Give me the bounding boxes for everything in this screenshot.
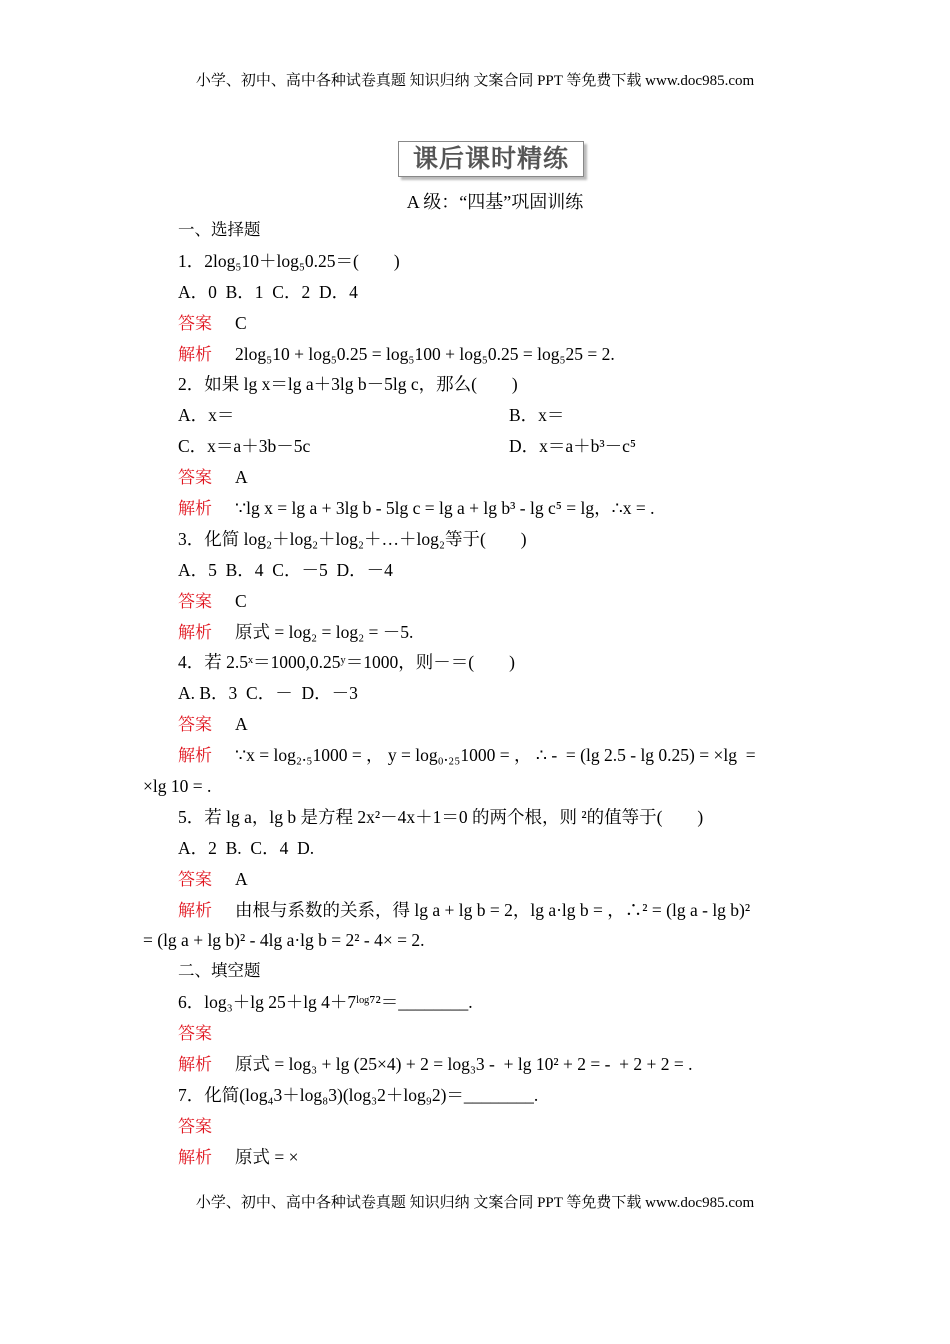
question-4: 4．若 2.5ˣ＝1000,0.25ʸ＝1000，则－＝( ) xyxy=(178,652,515,673)
question-3: 3．化简 log₂＋log₂＋log₂＋…＋log₂等于( ) xyxy=(178,528,527,549)
answer-value: A xyxy=(235,868,248,889)
document-body xyxy=(0,215,950,1173)
analysis-7 xyxy=(0,1142,950,1173)
analysis-label: 解析 xyxy=(178,622,212,643)
option-a: A．x＝ xyxy=(178,405,235,426)
answer-6 xyxy=(0,1018,950,1049)
analysis-4-continued: ×lg 10 = . xyxy=(143,776,212,797)
answer-label: 答案 xyxy=(178,1116,212,1137)
question-2: 2．如果 lg x＝lg a＋3lg b－5lg c，那么( ) xyxy=(178,374,518,395)
answer-label: 答案 xyxy=(178,468,212,489)
page-footer: 小学、初中、高中各种试卷真题 知识归纳 文案合同 PPT 等免费下载 www.doc985.com xyxy=(195,1195,755,1211)
answer-label: 答案 xyxy=(178,591,212,612)
question-2-options-cd xyxy=(0,431,950,462)
answer-5 xyxy=(0,864,950,895)
question-6: 6．log₃＋lg 25＋lg 4＋7ˡᵒᵍ⁷²＝________. xyxy=(178,992,473,1013)
option-c: C．x＝a＋3b－5c xyxy=(178,436,311,457)
answer-3 xyxy=(0,586,950,617)
question-5-options: A．2 B. C．4 D. xyxy=(178,837,315,858)
answer-label: 答案 xyxy=(178,869,212,890)
question-1-options: A．0 B．1 C．2 D．4 xyxy=(178,281,358,302)
question-7: 7．化简(log₄3＋log₈3)(log₃2＋log₉2)＝________. xyxy=(178,1084,539,1105)
analysis-5 xyxy=(0,895,950,926)
analysis-text: 2log₅10 + log₅0.25 = log₅100 + log₅0.25 = log₅25 = 2. xyxy=(235,343,615,364)
answer-label: 答案 xyxy=(178,1024,212,1045)
analysis-label: 解析 xyxy=(178,344,212,365)
section-title: 课后课时精练 xyxy=(398,141,584,177)
answer-label: 答案 xyxy=(178,715,212,736)
analysis-label: 解析 xyxy=(178,1055,212,1076)
analysis-label: 解析 xyxy=(178,900,212,921)
analysis-4 xyxy=(0,740,950,771)
answer-value: A xyxy=(235,714,248,735)
analysis-label: 解析 xyxy=(178,746,212,767)
analysis-text: ∵lg x = lg a + 3lg b - 5lg c = lg a + lg b³ - lg c⁵ = lg，∴x = . xyxy=(235,498,655,519)
option-d: D．x＝a＋b³－c⁵ xyxy=(509,436,637,457)
analysis-text: 原式 = log₂ = log₂ = －5. xyxy=(235,621,414,642)
question-2-options-ab xyxy=(0,400,950,431)
analysis-text: 原式 = × xyxy=(235,1146,299,1167)
answer-2 xyxy=(0,462,950,493)
page-header: 小学、初中、高中各种试卷真题 知识归纳 文案合同 PPT 等免费下载 www.doc985.com xyxy=(195,73,755,89)
section-heading: 二、填空题 xyxy=(178,961,261,981)
question-1: 1．2log₅10＋log₅0.25＝( ) xyxy=(178,250,400,271)
analysis-2 xyxy=(0,493,950,524)
analysis-6 xyxy=(0,1049,950,1080)
analysis-5-continued: = (lg a + lg b)² - 4lg a·lg b = 2² - 4× = 2. xyxy=(143,930,425,951)
analysis-1 xyxy=(0,339,950,370)
option-b: B．x＝ xyxy=(509,405,565,426)
question-3-options: A．5 B．4 C．－5 D．－4 xyxy=(178,559,393,580)
answer-value: C xyxy=(235,590,247,611)
answer-4 xyxy=(0,709,950,740)
question-4-options: A. B．3 C．－ D．－3 xyxy=(178,683,358,704)
answer-label: 答案 xyxy=(178,313,212,334)
analysis-label: 解析 xyxy=(178,1147,212,1168)
answer-value: A xyxy=(235,467,248,488)
analysis-text: ∵x = log₂.₅1000 = ， y = log₀.₂₅1000 = ， ∴ - = (lg 2.5 - lg 0.25) = ×lg = xyxy=(235,745,756,766)
question-5: 5．若 lg a，lg b 是方程 2x²－4x＋1＝0 的两个根，则 ²的值等于( ) xyxy=(178,806,704,827)
analysis-text: 原式 = log₃ + lg (25×4) + 2 = log₃3 - + lg 10² + 2 = - + 2 + 2 = . xyxy=(235,1054,693,1075)
analysis-label: 解析 xyxy=(178,499,212,520)
analysis-3 xyxy=(0,617,950,648)
subtitle: A 级：“四基”巩固训练 xyxy=(406,192,584,212)
answer-1 xyxy=(0,308,950,339)
analysis-text: 由根与系数的关系，得 lg a + lg b = 2，lg a·lg b = ，∴² = (lg a - lg b)² xyxy=(235,899,751,920)
section-heading: 一、选择题 xyxy=(178,220,261,239)
answer-7 xyxy=(0,1111,950,1142)
answer-value: C xyxy=(235,312,247,333)
